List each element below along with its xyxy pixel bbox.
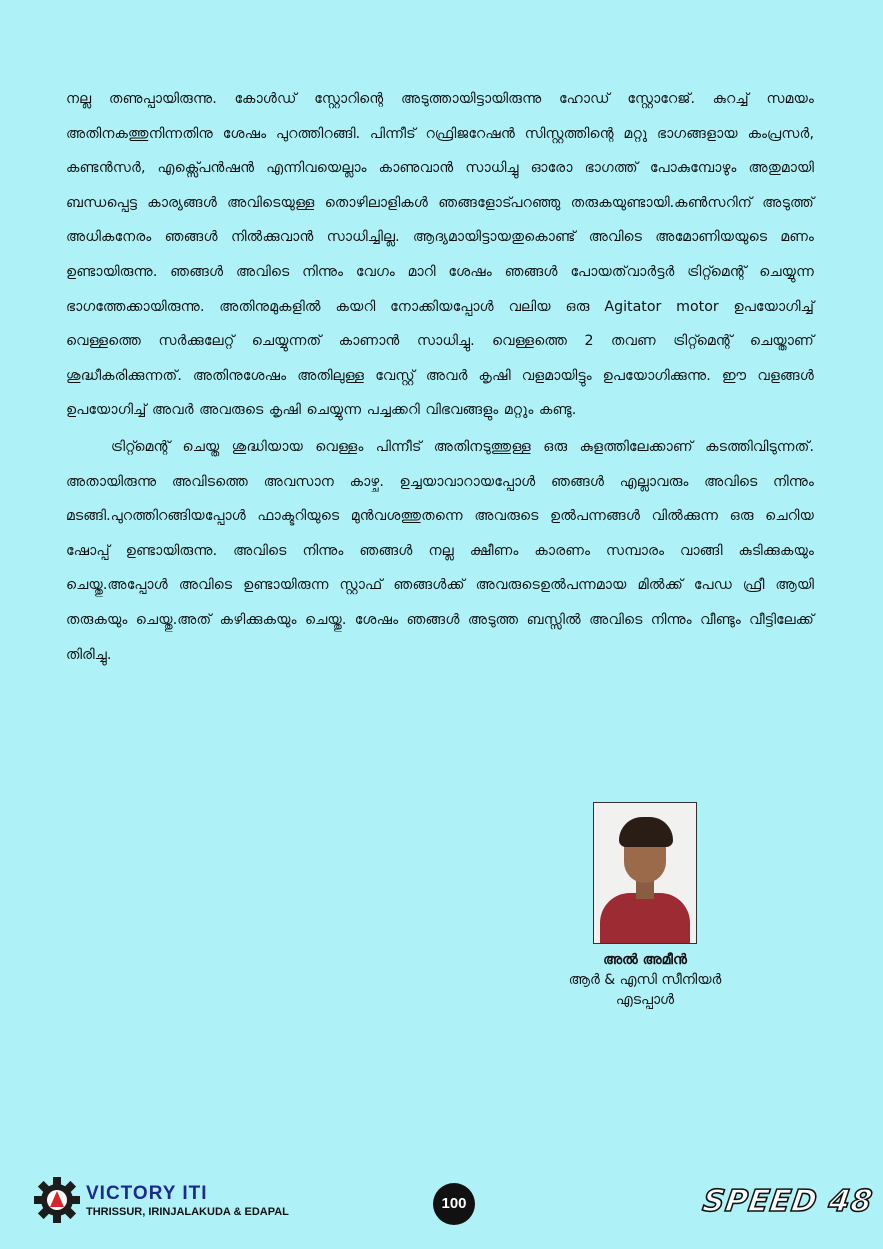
magazine-title: SPEED 48 [700,1184,876,1219]
article-body [66,82,814,672]
author-block [540,802,750,1008]
logo-subtitle: THRISSUR, IRINJALAKUDA & EDAPAL [86,1206,289,1218]
page-number: 100 [433,1183,475,1225]
article-paragraph: ട്രിറ്റ്മെന്റ് ചെയ്ത ശുദ്ധിയായ വെള്ളം പിന്നീട് അതിനടുത്തുള്ള ഒരു കുളത്തിലേക്കാണ് കടത്തിവിടുന്നത്. അതായിരുന്നു അവിടത്തെ അവസാന കാഴ്ച. ഉച്ചയാവാറായപ്പോൾ ഞങ്ങൾ എല്ലാവരും അവിടെ നിന്നും മടങ്ങി.പുറത്തിറങ്ങിയപ്പോൾ ഫാക്ടറിയുടെ മുൻവശത്തുതന്നെ അവരുടെ ഉൽപന്നങ്ങൾ വിൽക്കുന്ന ഒരു ചെറിയ ഷോപ്പ് ഉണ്ടായിരുന്നു. അവിടെ നിന്നും ഞങ്ങൾ നല്ല ക്ഷീണം കാരണം സമ്പാരം വാങ്ങി കുടിക്കുകയും ചെയ്തു.അപ്പോൾ അവിടെ ഉണ്ടായിരുന്ന സ്റ്റാഫ് ഞങ്ങൾക്ക് അവരുടെഉൽപന്നമായ മിൽക്ക് പേഡ ഫ്രീ ആയി തരുകയും ചെയ്തു.അത് കഴിക്കുകയും ചെയ്തു. ശേഷം ഞങ്ങൾ അടുത്ത ബസ്സിൽ അവിടെ നിന്നും വീണ്ടും വീട്ടിലേക്ക് തിരിച്ചു. [66,438,814,663]
author-name: അൽ അമീൻ [603,952,687,968]
gear-icon [34,1177,80,1223]
author-photo [593,802,697,944]
logo-title: VICTORY ITI [86,1183,208,1204]
author-place: എടപ്പാൾ [615,992,675,1008]
victory-iti-logo [34,1173,364,1233]
author-course: ആർ & എസി സീനിയർ [568,972,722,988]
article-paragraph: നല്ല തണുപ്പായിരുന്നു. കോൾഡ് സ്റ്റോറിന്റെ അടുത്തായിട്ടായിരുന്നു ഹോഡ് സ്റ്റോറേജ്. കുറച്ച് സമയം അതിനകത്തുനിന്നതിനു ശേഷം പുറത്തിറങ്ങി. പിന്നീട് റഫ്രിജറേഷൻ സിസ്റ്റത്തിന്റെ മറ്റു ഭാഗങ്ങളായ കംപ്രസർ, കണ്ടൻസർ, എക്സ്പെൻഷൻ എന്നിവയെല്ലാം കാണുവാൻ സാധിച്ചു ഓരോ ഭാഗത്ത് പോകുമ്പോഴും അതുമായി ബന്ധപ്പെട്ട കാര്യങ്ങൾ അവിടെയുള്ള തൊഴിലാളികൾ ഞങ്ങളോട്പറഞ്ഞു തരുകയുണ്ടായി.കൺസറിന് അടുത്ത് അധികനേരം ഞങ്ങൾ നിൽക്കുവാൻ സാധിച്ചില്ല. ആദ്യമായിട്ടായതുകൊണ്ട് അവിടെ അമോണിയയുടെ മണം ഉണ്ടായിരുന്നു. ഞങ്ങൾ അവിടെ നിന്നും വേഗം മാറി ശേഷം ഞങ്ങൾ പോയത്‌വാർട്ടർ ട്രിറ്റ്മെന്റ് ചെയ്യുന്ന ഭാഗത്തേക്കായിരുന്നു. അതിനുമുകളിൽ കയറി നോക്കിയപ്പോൾ വലിയ ഒരു Agitator motor ഉപയോഗിച്ച് വെള്ളത്തെ സർക്കുലേറ്റ് ചെയ്യുന്നത് കാണാൻ സാധിച്ചു. വെള്ളത്തെ 2 തവണ ട്രിറ്റ്മെന്റ് ചെയ്താണ് ശുദ്ധീകരിക്കുന്നത്. അതിനുശേഷം അതിലുള്ള വേസ്റ്റ് അവർ കൃഷി വളമായിട്ടും ഉപയോഗിക്കുന്നു. ഈ വളങ്ങൾ ഉപയോഗിച്ച് അവർ അവരുടെ കൃഷി ചെയ്യുന്ന പച്ചക്കറി വിഭവങ്ങളും മറ്റും കണ്ടു. [66,91,814,419]
